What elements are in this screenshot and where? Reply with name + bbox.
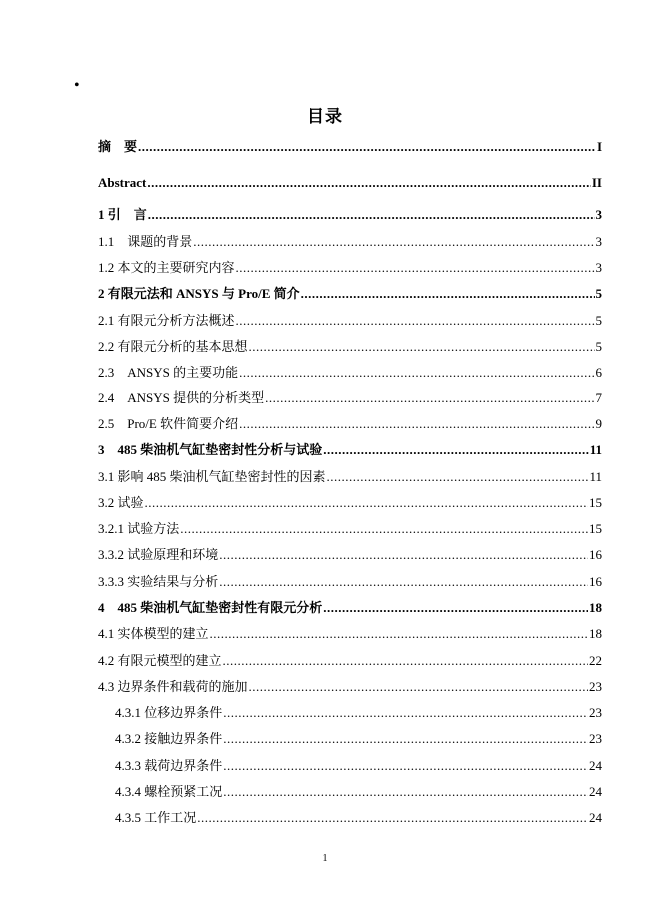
toc-entry[interactable] bbox=[98, 652, 602, 670]
toc-entry-label: 3.1 影响 485 柴油机气缸垫密封性的因素 bbox=[98, 469, 326, 484]
toc-leader-dots bbox=[145, 494, 588, 512]
toc-entry-page: 9 bbox=[595, 416, 602, 431]
toc-entry[interactable] bbox=[98, 415, 602, 433]
toc-leader-dots bbox=[219, 573, 588, 591]
toc-entry[interactable] bbox=[115, 809, 602, 827]
toc-leader-dots bbox=[236, 312, 595, 330]
toc-entry[interactable] bbox=[98, 364, 602, 382]
toc-entry-label: 摘 要 bbox=[98, 139, 138, 154]
toc-entry[interactable] bbox=[98, 338, 602, 356]
toc-entry-page: 23 bbox=[589, 679, 602, 694]
toc-entry-page: II bbox=[591, 175, 602, 190]
toc-leader-dots bbox=[148, 206, 595, 224]
toc-leader-dots bbox=[323, 441, 588, 459]
toc-entry-page: 24 bbox=[589, 810, 602, 825]
toc-leader-dots bbox=[301, 285, 595, 303]
toc-entry-label: 3.3.3 实验结果与分析 bbox=[98, 574, 219, 589]
page-number-footer: 1 bbox=[322, 853, 328, 864]
toc-entry-page: I bbox=[596, 139, 602, 154]
toc-entry-page: 11 bbox=[589, 442, 602, 457]
toc-entry[interactable] bbox=[98, 599, 602, 617]
toc-entry-label: 4.3.2 接触边界条件 bbox=[115, 731, 223, 746]
toc-entry-page: 5 bbox=[595, 286, 602, 301]
toc-entry-label: 2.2 有限元分析的基本思想 bbox=[98, 339, 248, 354]
toc-entry-page: 7 bbox=[595, 390, 602, 405]
toc-leader-dots bbox=[147, 174, 590, 192]
toc-entry-label: 2.3 ANSYS 的主要功能 bbox=[98, 365, 239, 380]
toc-entry[interactable] bbox=[115, 704, 602, 722]
toc-leader-dots bbox=[197, 809, 588, 827]
toc-leader-dots bbox=[223, 652, 588, 670]
toc-entry-page: 18 bbox=[589, 626, 602, 641]
toc-entry-page: 24 bbox=[589, 784, 602, 799]
toc-entry[interactable] bbox=[98, 494, 602, 512]
toc-entry-label: 1 引 言 bbox=[98, 207, 147, 222]
toc-leader-dots bbox=[138, 138, 596, 156]
toc-entry[interactable] bbox=[98, 389, 602, 407]
toc-leader-dots bbox=[223, 704, 588, 722]
toc-entry[interactable] bbox=[98, 573, 602, 591]
toc-leader-dots bbox=[249, 678, 588, 696]
toc-entry-page: 24 bbox=[589, 758, 602, 773]
toc-entry[interactable] bbox=[98, 441, 602, 459]
page-title: 目录 bbox=[307, 107, 343, 126]
toc-entry[interactable] bbox=[98, 520, 602, 538]
toc-entry-label: 3.2 试验 bbox=[98, 495, 144, 510]
toc-entry-page: 6 bbox=[595, 365, 602, 380]
toc-entry-label: 3 485 柴油机气缸垫密封性分析与试验 bbox=[98, 442, 323, 457]
toc-entry-page: 3 bbox=[595, 207, 602, 222]
toc-entry-label: 3.2.1 试验方法 bbox=[98, 521, 180, 536]
toc-entry[interactable] bbox=[115, 730, 602, 748]
toc-entry-label: 1.1 课题的背景 bbox=[98, 234, 193, 249]
toc-entry-label: 4.3.4 螺栓预紧工况 bbox=[115, 784, 223, 799]
toc-entry-label: 1.2 本文的主要研究内容 bbox=[98, 260, 235, 275]
toc-leader-dots bbox=[239, 415, 594, 433]
toc-entry[interactable] bbox=[98, 678, 602, 696]
toc-entry[interactable] bbox=[98, 206, 602, 224]
toc-entry[interactable] bbox=[98, 259, 602, 277]
toc-entry-label: 2.5 Pro/E 软件简要介绍 bbox=[98, 416, 239, 431]
toc-entry[interactable] bbox=[98, 625, 602, 643]
toc-entry-label: 4.2 有限元模型的建立 bbox=[98, 653, 222, 668]
toc-entry-page: 18 bbox=[589, 600, 602, 615]
toc-entry-page: 11 bbox=[589, 469, 602, 484]
toc-entry[interactable] bbox=[98, 233, 602, 251]
toc-entry-label: 2.1 有限元分析方法概述 bbox=[98, 313, 235, 328]
toc-leader-dots bbox=[323, 599, 588, 617]
toc-entry-label: 3.3.2 试验原理和环境 bbox=[98, 547, 219, 562]
toc-entry-page: 23 bbox=[589, 705, 602, 720]
toc-entry-page: 16 bbox=[589, 547, 602, 562]
toc-entry-page: 3 bbox=[595, 260, 602, 275]
toc-leader-dots bbox=[236, 259, 595, 277]
toc-entry-page: 23 bbox=[589, 731, 602, 746]
toc-entry-page: 5 bbox=[595, 313, 602, 328]
toc-entry-label: Abstract bbox=[98, 175, 147, 190]
toc-entry-page: 22 bbox=[589, 653, 602, 668]
toc-leader-dots bbox=[327, 468, 589, 486]
toc-leader-dots bbox=[180, 520, 588, 538]
toc-entry[interactable] bbox=[115, 783, 602, 801]
toc-entry-label: 4 485 柴油机气缸垫密封性有限元分析 bbox=[98, 600, 323, 615]
toc-entry-page: 16 bbox=[589, 574, 602, 589]
toc-entry[interactable] bbox=[115, 757, 602, 775]
toc-entry-page: 5 bbox=[595, 339, 602, 354]
toc-entry-label: 4.1 实体模型的建立 bbox=[98, 626, 209, 641]
toc-entry-page: 15 bbox=[589, 495, 602, 510]
toc-leader-dots bbox=[249, 338, 595, 356]
toc-leader-dots bbox=[223, 757, 588, 775]
toc-leader-dots bbox=[193, 233, 594, 251]
toc-entry[interactable] bbox=[98, 468, 602, 486]
toc-leader-dots bbox=[265, 389, 594, 407]
toc-entry[interactable] bbox=[98, 546, 602, 564]
toc-entry[interactable] bbox=[98, 138, 602, 156]
toc-entry-label: 4.3.3 载荷边界条件 bbox=[115, 758, 223, 773]
toc-leader-dots bbox=[239, 364, 594, 382]
toc-entry-label: 4.3 边界条件和载荷的施加 bbox=[98, 679, 248, 694]
toc-entry[interactable] bbox=[98, 312, 602, 330]
bullet-mark: • bbox=[74, 77, 80, 94]
toc-entry-label: 4.3.5 工作工况 bbox=[115, 810, 197, 825]
toc-leader-dots bbox=[223, 730, 588, 748]
toc-entry[interactable] bbox=[98, 174, 602, 192]
toc-entry-page: 15 bbox=[589, 521, 602, 536]
toc-entry-page: 3 bbox=[595, 234, 602, 249]
toc-leader-dots bbox=[219, 546, 588, 564]
toc-entry[interactable] bbox=[98, 285, 602, 303]
toc-entry-label: 4.3.1 位移边界条件 bbox=[115, 705, 223, 720]
toc-leader-dots bbox=[210, 625, 588, 643]
toc-leader-dots bbox=[223, 783, 588, 801]
toc-entry-label: 2.4 ANSYS 提供的分析类型 bbox=[98, 390, 265, 405]
toc-entry-label: 2 有限元法和 ANSYS 与 Pro/E 简介 bbox=[98, 286, 300, 301]
